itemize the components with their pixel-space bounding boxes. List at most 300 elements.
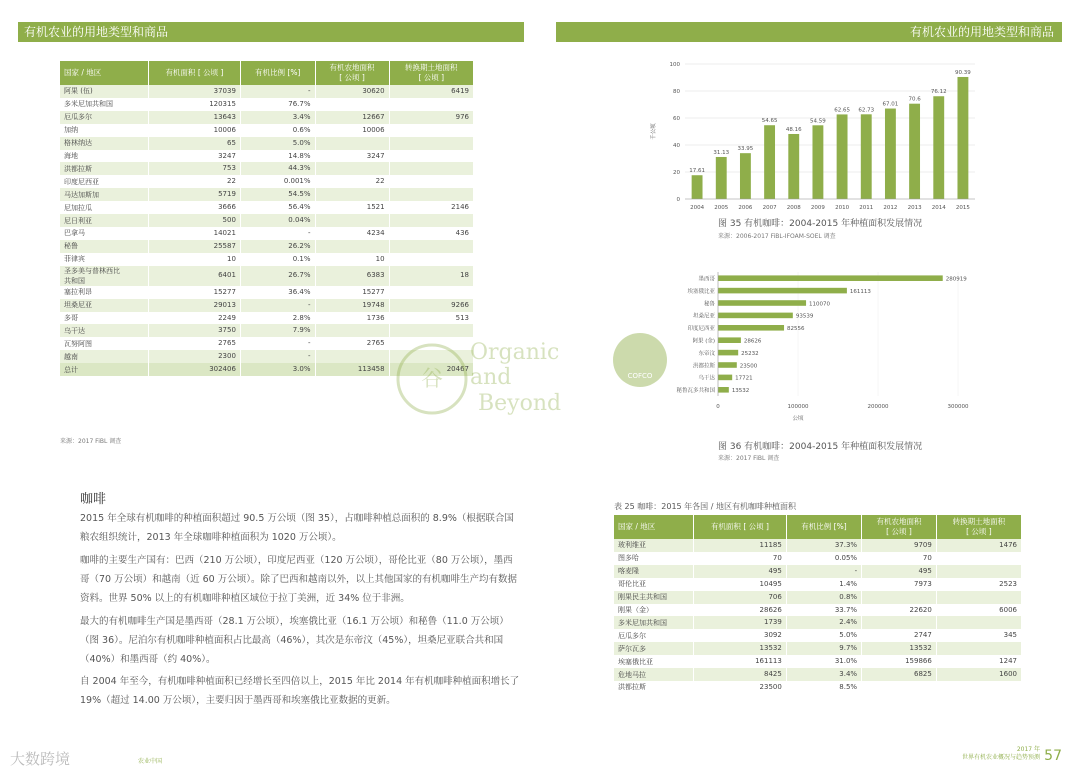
table-cell bbox=[862, 616, 937, 629]
data-label: 62.73 bbox=[858, 107, 875, 114]
bar bbox=[718, 387, 729, 393]
table-cell bbox=[389, 175, 473, 188]
column-header: 有机比例 [%] bbox=[786, 515, 861, 539]
chart-coffee-area-growth bbox=[640, 56, 985, 216]
cofco-seal-text: COFCO bbox=[627, 372, 653, 380]
table-cell: 14021 bbox=[148, 227, 240, 240]
table-row bbox=[60, 253, 474, 266]
table-cell: 1.4% bbox=[786, 578, 861, 591]
table-cell: 0.6% bbox=[240, 124, 315, 137]
table-cell: 6006 bbox=[936, 604, 1021, 617]
table-row bbox=[614, 578, 1022, 591]
table-cell: 15277 bbox=[148, 286, 240, 299]
chart36-source: 来源：2017 FiBL 调查 bbox=[718, 455, 780, 462]
data-label: 90.39 bbox=[955, 69, 971, 76]
table-cell: 28626 bbox=[694, 604, 787, 617]
data-label: 62.65 bbox=[834, 107, 850, 114]
table-cell: 6383 bbox=[315, 266, 389, 286]
table-cell: 31.0% bbox=[786, 655, 861, 668]
table-cell: 33.7% bbox=[786, 604, 861, 617]
table-cell bbox=[936, 642, 1021, 655]
table-cell: 萨尔瓦多 bbox=[614, 642, 694, 655]
table-cell: 513 bbox=[389, 312, 473, 325]
data-label: 13532 bbox=[731, 388, 750, 395]
table-cell: 13532 bbox=[694, 642, 787, 655]
x-tick-label: 2008 bbox=[786, 205, 801, 211]
table-cell: 刚果民主共和国 bbox=[614, 591, 694, 604]
data-label: 33.95 bbox=[737, 146, 754, 153]
table-cell: 10006 bbox=[315, 124, 389, 137]
column-header: 有机比例 [%] bbox=[240, 61, 315, 85]
table-cell: 1521 bbox=[315, 201, 389, 214]
data-label: 82556 bbox=[787, 326, 805, 333]
paragraph-1: 2015 年全球有机咖啡的种植面积超过 90.5 万公顷（图 35），占咖啡种植总面积的 8.9%（根据联合国粮农组织统计，2013 年全球咖啡种植面积为 1020 万公顷）。 bbox=[80, 513, 514, 543]
table-cell: 4234 bbox=[315, 227, 389, 240]
table-row bbox=[614, 604, 1022, 617]
header-left-text: 有机农业的用地类型和商品 bbox=[24, 25, 169, 39]
category-label: 坦桑尼亚 bbox=[692, 313, 715, 320]
table-cell: 19748 bbox=[315, 299, 389, 312]
x-tick-label: 2007 bbox=[762, 205, 777, 211]
table-cell: 76.7% bbox=[240, 98, 315, 111]
table-cell bbox=[315, 162, 389, 175]
table-cell bbox=[315, 324, 389, 337]
table-cell: 44.3% bbox=[240, 162, 315, 175]
table-cell bbox=[389, 137, 473, 150]
table-row bbox=[60, 227, 474, 240]
table-cell: 5.0% bbox=[240, 137, 315, 150]
table-cell: 1736 bbox=[315, 312, 389, 325]
table-cell bbox=[389, 214, 473, 227]
footer-title: 世界有机农业概况与趋势预测 bbox=[961, 754, 1040, 761]
table-cell: 3666 bbox=[148, 201, 240, 214]
table-cell: 26.2% bbox=[240, 240, 315, 253]
table-cell: 11185 bbox=[694, 539, 787, 552]
header-right-text: 有机农业的用地类型和商品 bbox=[909, 25, 1054, 39]
table-cell bbox=[389, 150, 473, 163]
table-cell bbox=[315, 240, 389, 253]
table-cell: 161113 bbox=[694, 655, 787, 668]
category-label: 秘鲁瓦多共和国 bbox=[676, 388, 715, 395]
table-cell: 976 bbox=[389, 111, 473, 124]
data-label: 48.16 bbox=[785, 126, 802, 133]
bar bbox=[718, 275, 943, 281]
bar bbox=[718, 350, 738, 356]
table-cell: 12667 bbox=[315, 111, 389, 124]
bar bbox=[909, 104, 920, 199]
table-cell: 3092 bbox=[694, 629, 787, 642]
table-cell: 圣多美与普林西比 共和国 bbox=[60, 266, 148, 286]
table-cell: - bbox=[786, 565, 861, 578]
table-cell bbox=[389, 253, 473, 266]
data-label: 110070 bbox=[809, 301, 831, 308]
table-cell: 加纳 bbox=[60, 124, 148, 137]
bar bbox=[718, 375, 732, 381]
y-tick-label: 40 bbox=[673, 143, 680, 149]
bar bbox=[718, 288, 847, 294]
table-cell: 20467 bbox=[389, 363, 473, 376]
x-tick-label: 100000 bbox=[787, 404, 809, 410]
bar bbox=[764, 125, 775, 199]
data-label: 17.61 bbox=[689, 168, 705, 175]
table-cell: 13532 bbox=[862, 642, 937, 655]
table-cell: 25587 bbox=[148, 240, 240, 253]
bar bbox=[740, 153, 751, 199]
table-cell: 6401 bbox=[148, 266, 240, 286]
table-row bbox=[60, 188, 474, 201]
watermark-line3: Beyond bbox=[478, 391, 562, 416]
table-cell: 玻利维亚 bbox=[614, 539, 694, 552]
table-cell: 2300 bbox=[148, 350, 240, 363]
table-cell bbox=[389, 162, 473, 175]
table-cell: 3247 bbox=[148, 150, 240, 163]
x-tick-label: 2013 bbox=[907, 205, 922, 211]
data-label: 93539 bbox=[795, 313, 814, 320]
header-right bbox=[556, 22, 1062, 42]
bar bbox=[861, 114, 872, 199]
y-tick-label: 20 bbox=[673, 170, 680, 176]
table-cell bbox=[315, 98, 389, 111]
table-cell: 436 bbox=[389, 227, 473, 240]
table-row bbox=[60, 162, 474, 175]
page-number: 57 bbox=[1044, 748, 1062, 764]
table-cell: 753 bbox=[148, 162, 240, 175]
table-row bbox=[60, 175, 474, 188]
chart35-source: 来源：2006-2017 FiBL-IFOAM-SOEL 调查 bbox=[718, 233, 836, 240]
bar bbox=[718, 325, 784, 331]
table-cell: 10 bbox=[148, 253, 240, 266]
table-cell: 14.8% bbox=[240, 150, 315, 163]
table-cell: 埃塞俄比亚 bbox=[614, 655, 694, 668]
table-cell: - bbox=[240, 85, 315, 98]
table-cell: - bbox=[240, 299, 315, 312]
table-cell: 37039 bbox=[148, 85, 240, 98]
table-cell: 26.7% bbox=[240, 266, 315, 286]
table-cell: 10 bbox=[315, 253, 389, 266]
table-cell: 尼加拉瓜 bbox=[60, 201, 148, 214]
table-cell bbox=[315, 188, 389, 201]
table-cell: 喀麦隆 bbox=[614, 565, 694, 578]
chart-coffee-top-countries bbox=[640, 266, 985, 426]
table-cell: 30620 bbox=[315, 85, 389, 98]
table-cell: 洪都拉斯 bbox=[60, 162, 148, 175]
table-cell: 120315 bbox=[148, 98, 240, 111]
table-row bbox=[60, 214, 474, 227]
table-cell: 3.4% bbox=[786, 668, 861, 681]
table-cell: 6419 bbox=[389, 85, 473, 98]
table-cell: 2747 bbox=[862, 629, 937, 642]
column-header: 有机面积 [ 公顷 ] bbox=[694, 515, 787, 539]
table-cell: 3.0% bbox=[240, 363, 315, 376]
data-label: 25232 bbox=[741, 350, 759, 357]
watermark-seal-glyph: 谷 bbox=[420, 367, 444, 392]
y-tick-label: 0 bbox=[676, 197, 680, 203]
table-row bbox=[60, 312, 474, 325]
table-cell: 65 bbox=[148, 137, 240, 150]
x-tick-label: 2009 bbox=[810, 205, 825, 211]
table-row bbox=[614, 552, 1022, 565]
table-cell: 10495 bbox=[694, 578, 787, 591]
table-cell: 1600 bbox=[936, 668, 1021, 681]
column-header: 转换期土地面积 [ 公顷 ] bbox=[389, 61, 473, 85]
table-cell: 8.5% bbox=[786, 681, 861, 694]
table-cell bbox=[936, 616, 1021, 629]
table-cell bbox=[389, 124, 473, 137]
bar bbox=[837, 114, 848, 199]
table-cell: 159866 bbox=[862, 655, 937, 668]
table-cell: 70 bbox=[862, 552, 937, 565]
footer-year: 2017 年 bbox=[1016, 746, 1040, 753]
table-cell: 0.8% bbox=[786, 591, 861, 604]
watermark-line2: and bbox=[470, 365, 512, 390]
data-label: 280919 bbox=[945, 276, 967, 283]
column-header: 转换期土地面积 [ 公顷 ] bbox=[936, 515, 1021, 539]
table-cell: 7973 bbox=[862, 578, 937, 591]
footer-brand: 大数跨境 bbox=[10, 750, 71, 768]
chart36-caption: 图 36 有机咖啡：2004-2015 年种植面积发展情况 bbox=[718, 442, 923, 452]
table-cell: 7.9% bbox=[240, 324, 315, 337]
bar bbox=[718, 337, 741, 343]
bar bbox=[812, 125, 823, 199]
x-tick-label: 200000 bbox=[867, 404, 889, 410]
data-label: 23500 bbox=[739, 363, 758, 370]
table-organic-cocoa bbox=[60, 61, 474, 376]
table-cell: 345 bbox=[936, 629, 1021, 642]
table-cell: 9709 bbox=[862, 539, 937, 552]
table-row bbox=[60, 286, 474, 299]
table-cell: 总计 bbox=[60, 363, 148, 376]
header-left bbox=[18, 22, 524, 42]
table-cell: 18 bbox=[389, 266, 473, 286]
table-cell: 0.04% bbox=[240, 214, 315, 227]
table-row bbox=[60, 266, 474, 286]
table-cell: 3247 bbox=[315, 150, 389, 163]
data-label: 67.01 bbox=[882, 101, 899, 108]
data-label: 54.59 bbox=[810, 118, 826, 125]
table-cell: 尼日利亚 bbox=[60, 214, 148, 227]
table-cell bbox=[936, 591, 1021, 604]
bar bbox=[718, 313, 793, 319]
data-label: 70.6 bbox=[908, 96, 921, 103]
table-cell: 29013 bbox=[148, 299, 240, 312]
table-cell: 22 bbox=[315, 175, 389, 188]
table-cell: 厄瓜多尔 bbox=[60, 111, 148, 124]
table-row bbox=[60, 137, 474, 150]
watermark bbox=[390, 334, 590, 424]
table-cell: 0.1% bbox=[240, 253, 315, 266]
table-row bbox=[60, 85, 474, 98]
bar bbox=[718, 362, 737, 368]
y-tick-label: 100 bbox=[669, 62, 680, 68]
table-row bbox=[614, 616, 1022, 629]
table-cell: 2.4% bbox=[786, 616, 861, 629]
data-label: 28626 bbox=[743, 338, 762, 345]
bar bbox=[716, 157, 727, 199]
table-cell: 多米尼加共和国 bbox=[614, 616, 694, 629]
y-tick-label: 60 bbox=[673, 116, 680, 122]
table-cell: - bbox=[240, 227, 315, 240]
table-cell: 2523 bbox=[936, 578, 1021, 591]
table-cell: 1476 bbox=[936, 539, 1021, 552]
table-cell: 3.4% bbox=[240, 111, 315, 124]
table-cell: 哥伦比亚 bbox=[614, 578, 694, 591]
category-label: 印度尼西亚 bbox=[687, 326, 715, 333]
table-cell: 格林纳达 bbox=[60, 137, 148, 150]
table-cell bbox=[936, 552, 1021, 565]
table-cell: 菲律宾 bbox=[60, 253, 148, 266]
data-label: 76.12 bbox=[930, 89, 947, 96]
table-cell: 塞拉利昂 bbox=[60, 286, 148, 299]
category-label: 阿果 (金) bbox=[692, 338, 715, 345]
x-tick-label: 2014 bbox=[931, 205, 946, 211]
table-cell bbox=[862, 681, 937, 694]
table-row bbox=[614, 539, 1022, 552]
table-cell: 2765 bbox=[315, 337, 389, 350]
category-label: 埃塞俄比亚 bbox=[687, 288, 715, 295]
table-cell: 302406 bbox=[148, 363, 240, 376]
table-cell: 2249 bbox=[148, 312, 240, 325]
table-cell bbox=[389, 286, 473, 299]
bar bbox=[933, 96, 944, 199]
table-cell: 马达加斯加 bbox=[60, 188, 148, 201]
category-label: 东帝汶 bbox=[698, 350, 715, 357]
bar bbox=[692, 175, 703, 199]
category-label: 洪都拉斯 bbox=[692, 363, 715, 370]
table-cell: 15277 bbox=[315, 286, 389, 299]
table-cell: 5.0% bbox=[786, 629, 861, 642]
table-cell: 56.4% bbox=[240, 201, 315, 214]
chart35-caption: 图 35 有机咖啡：2004-2015 年种植面积发展情况 bbox=[718, 219, 923, 229]
bar bbox=[718, 300, 806, 306]
table2-caption: 表 25 咖啡：2015 年各国 / 地区有机咖啡种植面积 bbox=[614, 502, 796, 511]
table-cell: 3750 bbox=[148, 324, 240, 337]
table-cell: - bbox=[240, 337, 315, 350]
table-row bbox=[614, 681, 1022, 694]
table-cell: 495 bbox=[694, 565, 787, 578]
x-tick-label: 2006 bbox=[738, 205, 753, 211]
table-row bbox=[60, 150, 474, 163]
table-cell: 9.7% bbox=[786, 642, 861, 655]
table-cell: 刚果（金） bbox=[614, 604, 694, 617]
table-row bbox=[60, 240, 474, 253]
x-tick-label: 300000 bbox=[947, 404, 969, 410]
column-header: 国家 / 地区 bbox=[614, 515, 694, 539]
table-cell bbox=[936, 681, 1021, 694]
table-cell: 36.4% bbox=[240, 286, 315, 299]
table-cell: 秘鲁 bbox=[60, 240, 148, 253]
table-header-row bbox=[614, 515, 1022, 539]
table-cell bbox=[389, 240, 473, 253]
paragraph-2: 咖啡的主要生产国有：巴西（210 万公顷），印度尼西亚（120 万公顷），哥伦比亚（80 万公顷），墨西哥（70 万公顷）和越南（近 60 万公顷）。除了巴西和越南以外，以上其他国家的有机咖啡生产均有数据资料。世界 50% 以上的有机咖啡种植区域位于拉丁美洲，近 34% 位于非洲。 bbox=[80, 555, 517, 604]
table-cell: 113458 bbox=[315, 363, 389, 376]
table-cell: 洪都拉斯 bbox=[614, 681, 694, 694]
table-cell: 越南 bbox=[60, 350, 148, 363]
table-cell bbox=[389, 188, 473, 201]
table-cell: 6825 bbox=[862, 668, 937, 681]
data-label: 17721 bbox=[735, 375, 753, 382]
table-cell: 乌干达 bbox=[60, 324, 148, 337]
table-organic-coffee bbox=[614, 515, 1022, 694]
table-cell bbox=[315, 350, 389, 363]
table-cell: 2.8% bbox=[240, 312, 315, 325]
bar bbox=[885, 109, 896, 199]
table-row bbox=[614, 565, 1022, 578]
data-label: 161113 bbox=[849, 288, 871, 295]
table-row bbox=[614, 642, 1022, 655]
table-row bbox=[614, 629, 1022, 642]
table-cell: 巴拿马 bbox=[60, 227, 148, 240]
category-label: 乌干达 bbox=[698, 375, 715, 382]
data-label: 54.65 bbox=[761, 118, 778, 125]
x-tick-label: 2012 bbox=[883, 205, 898, 211]
watermark-line1: Organic bbox=[470, 340, 560, 365]
table-row bbox=[614, 591, 1022, 604]
table-row bbox=[60, 299, 474, 312]
x-tick-label: 2010 bbox=[835, 205, 850, 211]
table-cell: 37.3% bbox=[786, 539, 861, 552]
table-cell: 10006 bbox=[148, 124, 240, 137]
table-cell: 23500 bbox=[694, 681, 787, 694]
table-cell: 8425 bbox=[694, 668, 787, 681]
table-cell: 1739 bbox=[694, 616, 787, 629]
table-cell: 13643 bbox=[148, 111, 240, 124]
table-row bbox=[60, 201, 474, 214]
table-cell: 印度尼西亚 bbox=[60, 175, 148, 188]
table-row bbox=[60, 124, 474, 137]
table-cell: 1247 bbox=[936, 655, 1021, 668]
table-cell: 危地马拉 bbox=[614, 668, 694, 681]
table-cell: 0.001% bbox=[240, 175, 315, 188]
x-tick-label: 2004 bbox=[690, 205, 705, 211]
table-cell: 495 bbox=[862, 565, 937, 578]
table-cell: 54.5% bbox=[240, 188, 315, 201]
table-cell: 5719 bbox=[148, 188, 240, 201]
bar bbox=[957, 77, 968, 199]
column-header: 有机农地面积 [ 公顷 ] bbox=[862, 515, 937, 539]
x-tick-label: 2005 bbox=[714, 205, 729, 211]
table-row bbox=[60, 98, 474, 111]
table-row bbox=[614, 668, 1022, 681]
table-cell bbox=[936, 565, 1021, 578]
footer-right bbox=[962, 746, 1040, 762]
table-header-row bbox=[60, 61, 474, 85]
table-cell: 9266 bbox=[389, 299, 473, 312]
table-cell: 2146 bbox=[389, 201, 473, 214]
table-cell bbox=[315, 214, 389, 227]
column-header: 有机农地面积 [ 公顷 ] bbox=[315, 61, 389, 85]
table-cell: 0.05% bbox=[786, 552, 861, 565]
footer-left-small: 农业中国 bbox=[138, 758, 163, 765]
table-cell: 500 bbox=[148, 214, 240, 227]
table-cell: 706 bbox=[694, 591, 787, 604]
table-cell: 坦桑尼亚 bbox=[60, 299, 148, 312]
table-cell: 22620 bbox=[862, 604, 937, 617]
watermark-logo bbox=[390, 334, 590, 424]
x-tick-label: 2015 bbox=[955, 205, 970, 211]
data-label: 31.13 bbox=[713, 149, 730, 156]
table-cell: - bbox=[240, 350, 315, 363]
paragraph-4: 自 2004 年至今，有机咖啡种植面积已经增长至四倍以上，2015 年比 2014 年有机咖啡种植面积增长了 19%（超过 14.00 万公顷），主要归因于墨西哥和埃塞俄比亚数据的更新。 bbox=[80, 676, 520, 706]
category-label: 秘鲁 bbox=[703, 301, 715, 308]
table-cell: 瓦努阿图 bbox=[60, 337, 148, 350]
x-tick-label: 2011 bbox=[859, 205, 874, 211]
table1-source: 来源：2017 FiBL 调查 bbox=[60, 438, 122, 445]
table-cell bbox=[315, 137, 389, 150]
table-cell: 多米尼加共和国 bbox=[60, 98, 148, 111]
category-label: 墨西哥 bbox=[698, 276, 715, 283]
table-cell: 2765 bbox=[148, 337, 240, 350]
bar bbox=[788, 134, 799, 199]
